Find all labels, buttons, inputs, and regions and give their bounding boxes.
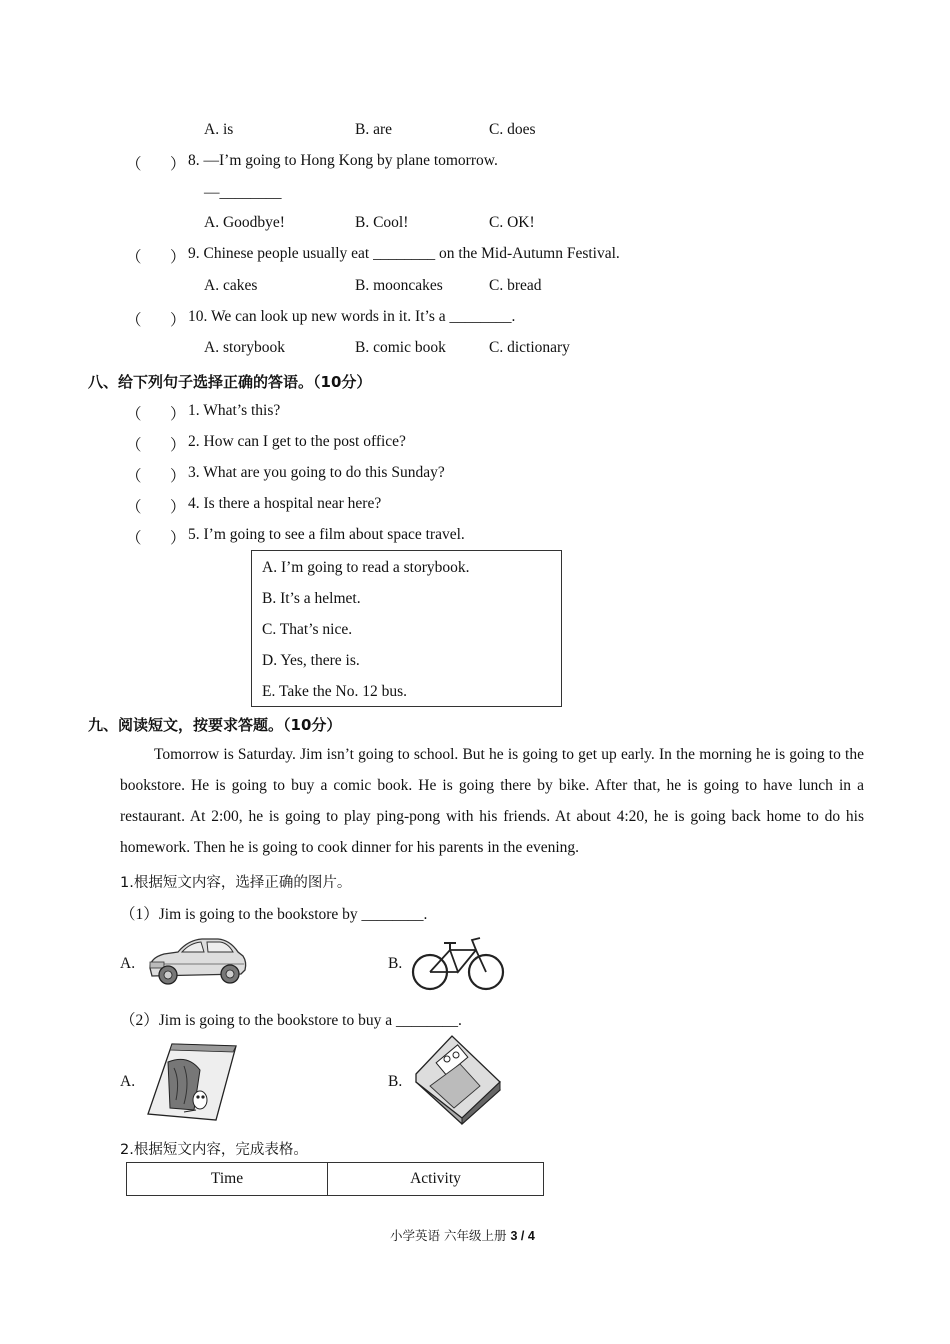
answer-paren-close: ） (170, 530, 186, 547)
q8-option-a: A. Goodbye! (204, 214, 285, 231)
s8-item-3: 3. What are you going to do this Sunday? (188, 464, 445, 481)
answer-paren-close: ） (170, 406, 186, 423)
s8-answer-d: D. Yes, there is. (262, 652, 360, 669)
q1-option-b-label: B. (388, 955, 403, 972)
q9-option-c: C. bread (489, 277, 542, 294)
page-footer (390, 1226, 535, 1244)
q7-option-a: A. is (204, 121, 234, 138)
table-header-time: Time (127, 1163, 328, 1196)
answer-paren-close: ） (170, 499, 186, 516)
answer-paren-close: ） (170, 156, 186, 173)
footer-subject: 小学英语 六年级上册 (390, 1228, 511, 1243)
answer-paren-open: （ (126, 468, 142, 485)
s8-answer-e: E. Take the No. 12 bus. (262, 683, 407, 700)
s8-answer-c: C. That’s nice. (262, 621, 353, 638)
part-2-title: 2.根据短文内容，完成表格。 (120, 1142, 308, 1158)
answer-options-box (251, 550, 562, 707)
s8-answer-a: A. I’m going to read a storybook. (262, 559, 470, 576)
answer-paren-open: （ (126, 530, 142, 547)
q7-option-c: C. does (489, 121, 536, 138)
answer-paren-open: （ (126, 249, 142, 266)
s8-answer-b: B. It’s a helmet. (262, 590, 361, 607)
q9-text: 9. Chinese people usually eat ________ on the Mid-Autumn Festival. (188, 245, 620, 262)
answer-paren-close: ） (170, 437, 186, 454)
q10-option-c: C. dictionary (489, 339, 570, 356)
s8-item-5: 5. I’m going to see a film about space travel. (188, 526, 465, 543)
q9-option-a: A. cakes (204, 277, 258, 294)
q2-option-b-label: B. (388, 1073, 403, 1090)
dictionary-picture (410, 1034, 504, 1126)
q8-option-c: C. OK! (489, 214, 535, 231)
answer-paren-close: ） (170, 468, 186, 485)
activity-table (126, 1162, 544, 1196)
section-9-title: 九、阅读短文，按要求答题。（10分） (88, 716, 342, 734)
car-picture (144, 934, 248, 990)
page-number: 3 / 4 (510, 1229, 535, 1243)
answer-paren-open: （ (126, 406, 142, 423)
table-header-activity: Activity (328, 1163, 544, 1196)
q10-text: 10. We can look up new words in it. It’s a ________. (188, 308, 516, 325)
answer-paren-close: ） (170, 312, 186, 329)
s8-item-1: 1. What’s this? (188, 402, 281, 419)
answer-paren-open: （ (126, 437, 142, 454)
q2-option-a-label: A. (120, 1073, 136, 1090)
section-8-title: 八、给下列句子选择正确的答语。（10分） (88, 373, 372, 391)
s8-item-4: 4. Is there a hospital near here? (188, 495, 382, 512)
q9-option-b: B. mooncakes (355, 277, 443, 294)
answer-paren-close: ） (170, 249, 186, 266)
bicycle-picture (410, 932, 506, 994)
reading-passage: Tomorrow is Saturday. Jim isn’t going to school. But he is going to get up early. In the morning he is going to the bookstore. He is going to buy a comic book. He is going there by bike. After that, he is going to have lunch in a restaurant. At 2:00, he is going to play ping-pong with his friends. At about 4:20, he is going back home to do his homework. Then he is going to cook dinner for his parents in the evening. (120, 746, 864, 856)
q1-option-a-label: A. (120, 955, 136, 972)
q8-option-b: B. Cool! (355, 214, 409, 231)
s8-item-2: 2. How can I get to the post office? (188, 433, 406, 450)
answer-paren-open: （ (126, 156, 142, 173)
comic-book-picture (144, 1040, 238, 1124)
s9-question-1: （1）Jim is going to the bookstore by ________. (120, 906, 428, 923)
answer-paren-open: （ (126, 499, 142, 516)
q10-option-a: A. storybook (204, 339, 285, 356)
q10-option-b: B. comic book (355, 339, 446, 356)
q8-blank: —________ (204, 184, 282, 201)
part-1-title: 1.根据短文内容，选择正确的图片。 (120, 875, 352, 891)
q8-text: 8. —I’m going to Hong Kong by plane tomorrow. (188, 152, 498, 169)
answer-paren-open: （ (126, 312, 142, 329)
q7-option-b: B. are (355, 121, 393, 138)
s9-question-2: （2）Jim is going to the bookstore to buy a ________. (120, 1012, 462, 1029)
